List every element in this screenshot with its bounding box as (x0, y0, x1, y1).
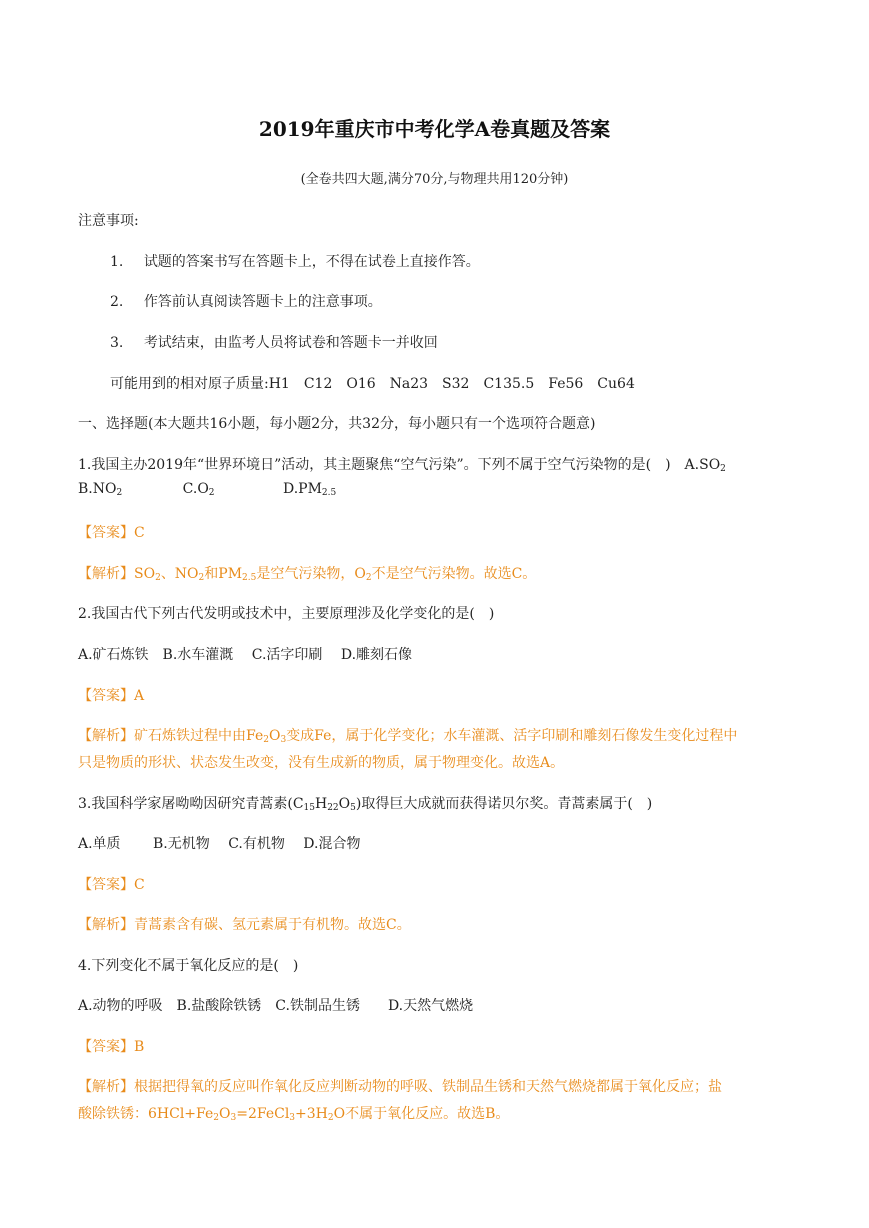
notice-item-3 (110, 332, 438, 352)
question-3-options: A.单质 B.无机物 C.有机物 D.混合物 (78, 836, 361, 852)
atomic-masses: 可能用到的相对原子质量:H1 C12 O16 Na23 S32 C135.5 Fe56 Cu64 (110, 376, 635, 392)
question-3-answer: 【答案】C (78, 877, 145, 893)
question-4-options: A.动物的呼吸 B.盐酸除铁锈 C.铁制品生锈 D.天然气燃烧 (78, 998, 474, 1014)
option-c: $C.O_2$ (182, 481, 215, 498)
notice-item-1 (110, 251, 480, 271)
question-4-answer: 【答案】B (78, 1039, 145, 1055)
section-heading: 一、选择题(本大题共16小题，每小题2分，共32分，每小题只有一个选项符合题意) (78, 416, 596, 432)
notice-item-number: 2. (110, 294, 124, 310)
question-2-options: A.矿石炼铁 B.水车灌溉 C.活字印刷 D.雕刻石像 (78, 647, 413, 663)
question-2-stem: 2.我国古代下列古代发明或技术中，主要原理涉及化学变化的是( ) (78, 606, 495, 622)
question-2-answer: 【答案】A (78, 688, 145, 704)
question-2-analysis-cont: 只是物质的形状、状态发生改变，没有生成新的物质，属于物理变化。故选A。 (78, 755, 565, 771)
notice-item-number: 3. (110, 335, 124, 351)
option-b: $B.NO_2$ (78, 481, 123, 498)
question-1-analysis: 【解析】$SO_2$、$NO_2$和$PM_{2.5}$是空气污染物，$O_2$不是空气污染物。故选C。 (78, 566, 537, 583)
question-1-answer: 【答案】C (78, 525, 145, 541)
question-3-analysis: 【解析】青蒿素含有碳、氢元素属于有机物。故选C。 (78, 917, 411, 933)
question-4-stem: 4.下列变化不属于氧化反应的是( ) (78, 958, 299, 974)
notice-heading: 注意事项: (78, 213, 139, 229)
question-1-stem: 1.我国主办2019年“世界环境日”活动，其主题聚焦“空气污染”。下列不属于空气污染物的是( ) $A.SO_2$ (78, 457, 726, 474)
notice-item-text: 考试结束，由监考人员将试卷和答题卡一并收回 (143, 335, 438, 351)
question-4-analysis: 【解析】根据把得氧的反应叫作氧化反应判断动物的呼吸、铁制品生锈和天然气燃烧都属于氧化反应；盐 (78, 1079, 722, 1095)
option-d: $D.PM_{2.5}$ (282, 481, 337, 498)
question-1-options (78, 481, 336, 497)
notice-item-2 (110, 291, 382, 311)
question-2-analysis: 【解析】矿石炼铁过程中由$Fe_2O_3$变成Fe，属于化学变化；水车灌溉、活字印刷和雕刻石像发生变化过程中 (78, 728, 738, 745)
page-subtitle: (全卷共四大题,满分70分,与物理共用120分钟) (300, 172, 569, 187)
notice-item-text: 作答前认真阅读答题卡上的注意事项。 (143, 294, 382, 310)
notice-item-text: 试题的答案书写在答题卡上，不得在试卷上直接作答。 (143, 254, 480, 270)
question-4-analysis-cont: 酸除铁锈：$6HCl+Fe_2O_3=2FeCl_3+3H_2O$不属于氧化反应。故选B。 (78, 1106, 510, 1123)
question-3-stem: 3.我国科学家屠呦呦因研究青蒿素$(C_{15}H_{22}O_5)$取得巨大成就而获得诺贝尔奖。青蒿素属于( ) (78, 796, 653, 813)
notice-item-number: 1. (110, 254, 124, 270)
page-title: 2019年重庆市中考化学A卷真题及答案 (258, 117, 611, 141)
